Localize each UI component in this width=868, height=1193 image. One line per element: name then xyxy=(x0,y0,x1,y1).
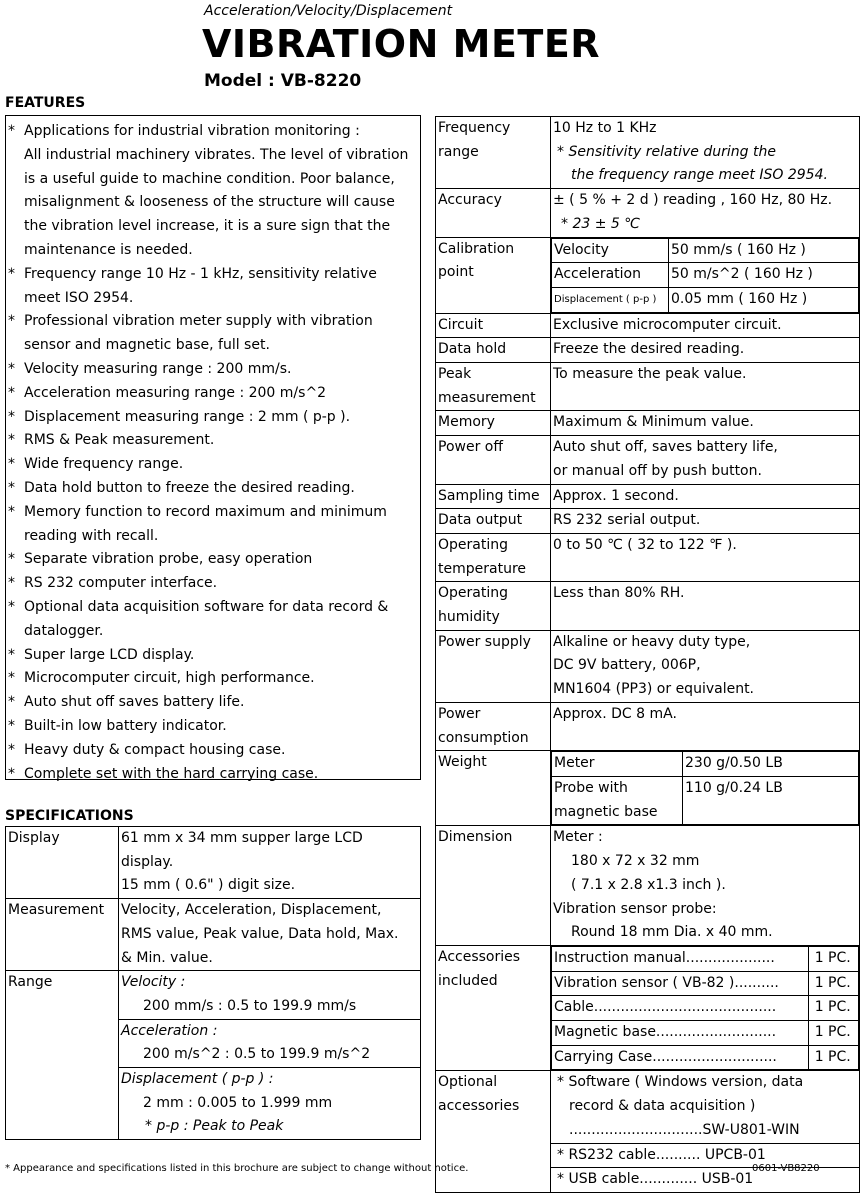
feature-text: datalogger. xyxy=(24,622,104,639)
range-label: Range xyxy=(6,971,119,1140)
dimension-label: Dimension xyxy=(436,826,551,946)
bullet-star: * xyxy=(8,265,15,282)
feature-text: Acceleration measuring range : 200 m/s^2 xyxy=(24,384,327,401)
feature-line xyxy=(6,477,420,501)
feature-line xyxy=(6,501,420,525)
range-acceleration xyxy=(119,1019,421,1067)
measurement-line: & Min. value. xyxy=(121,949,213,966)
measurement-line: Velocity, Acceleration, Displacement, xyxy=(121,902,382,919)
accessory-row xyxy=(552,946,859,971)
accessory-row xyxy=(552,1021,859,1046)
spec-row-range xyxy=(6,971,421,1019)
optional-label xyxy=(436,1071,551,1193)
feature-line xyxy=(6,453,420,477)
feature-text: Velocity measuring range : 200 mm/s. xyxy=(24,360,292,377)
feature-line xyxy=(6,739,420,763)
row-operating-humidity xyxy=(436,582,860,630)
row-calibration xyxy=(436,237,860,313)
bullet-star: * xyxy=(8,432,15,449)
accuracy-line: ± ( 5 % + 2 d ) reading , 160 Hz, 80 Hz. xyxy=(553,192,833,209)
data-output-value: RS 232 serial output. xyxy=(551,509,860,534)
bullet-star: * xyxy=(8,717,15,734)
feature-text: Auto shut off saves battery life. xyxy=(24,694,245,711)
model-number: Model : VB-8220 xyxy=(204,71,362,91)
feature-line xyxy=(6,667,420,691)
calibration-name: Displacement ( p-p ) xyxy=(552,287,669,312)
specifications-heading: SPECIFICATIONS xyxy=(5,808,134,824)
power-supply-line: DC 9V battery, 006P, xyxy=(553,657,701,674)
velocity-label: Velocity : xyxy=(121,974,186,991)
accessory-qty: 1 PC. xyxy=(808,996,858,1021)
accuracy-line: * 23 ± 5 ℃ xyxy=(561,215,640,232)
row-power-off xyxy=(436,436,860,484)
label-line: Accessories xyxy=(438,948,521,965)
bullet-star: * xyxy=(8,408,15,425)
weight-name-line: Probe with xyxy=(554,779,628,796)
label-line: Peak xyxy=(438,366,472,383)
feature-text: the vibration level increase, it is a sure sign that the xyxy=(24,218,391,235)
feature-line xyxy=(6,263,420,287)
accessory-name: Cable......................................... xyxy=(552,996,809,1021)
label-line: Calibration xyxy=(438,240,515,257)
weight-name: Meter xyxy=(552,752,683,777)
row-optional xyxy=(436,1071,860,1193)
range-velocity xyxy=(119,971,421,1019)
bullet-star: * xyxy=(8,765,15,782)
bullet-star: * xyxy=(8,741,15,758)
frequency-line: the frequency range meet ISO 2954. xyxy=(571,167,828,184)
feature-line xyxy=(6,382,420,406)
feature-text: Frequency range 10 Hz - 1 kHz, sensitivity relative xyxy=(24,265,377,282)
memory-label: Memory xyxy=(436,411,551,436)
display-line: 61 mm x 34 mm supper large LCD xyxy=(121,830,363,846)
row-weight xyxy=(436,751,860,826)
display-label: Display xyxy=(6,827,119,899)
operating-humidity-label xyxy=(436,582,551,630)
label-line: point xyxy=(438,264,474,281)
footer-disclaimer: * Appearance and specifications listed in this brochure are subject to change without notice. xyxy=(5,1163,469,1174)
row-peak xyxy=(436,363,860,411)
displacement-value: 2 mm : 0.005 to 1.999 mm xyxy=(143,1094,333,1111)
accessory-row xyxy=(552,971,859,996)
spec-row-measurement xyxy=(6,899,421,971)
velocity-value: 200 mm/s : 0.5 to 199.9 mm/s xyxy=(143,997,357,1014)
feature-text: Displacement measuring range : 2 mm ( p-p ). xyxy=(24,408,351,425)
accessory-row xyxy=(552,996,859,1021)
feature-text: Microcomputer circuit, high performance. xyxy=(24,670,315,687)
calibration-setting: 0.05 mm ( 160 Hz ) xyxy=(669,287,859,312)
sampling-label: Sampling time xyxy=(436,484,551,509)
peak-label xyxy=(436,363,551,411)
feature-line xyxy=(6,215,420,239)
measurement-line: RMS value, Peak value, Data hold, Max. xyxy=(121,925,399,942)
row-circuit xyxy=(436,313,860,338)
range-displacement xyxy=(119,1068,421,1140)
bullet-star: * xyxy=(8,479,15,496)
bullet-star: * xyxy=(8,384,15,401)
accessory-name: Instruction manual.................... xyxy=(552,946,809,971)
product-subtitle: Acceleration/Velocity/Displacement xyxy=(204,3,453,19)
power-supply-line: MN1604 (PP3) or equivalent. xyxy=(553,681,755,698)
display-line: 15 mm ( 0.6" ) digit size. xyxy=(121,877,296,894)
calibration-name: Velocity xyxy=(552,238,669,263)
row-sampling xyxy=(436,484,860,509)
measurement-label: Measurement xyxy=(6,899,119,971)
weight-label: Weight xyxy=(436,751,551,826)
feature-line xyxy=(6,406,420,430)
displacement-note: * p-p : Peak to Peak xyxy=(145,1118,284,1135)
dimension-line: ( 7.1 x 2.8 x1.3 inch ). xyxy=(571,876,726,893)
row-data-output xyxy=(436,509,860,534)
power-off-value xyxy=(551,436,860,484)
calibration-setting: 50 mm/s ( 160 Hz ) xyxy=(669,238,859,263)
weight-name-line: magnetic base xyxy=(554,803,658,820)
feature-text: RS 232 computer interface. xyxy=(24,575,218,592)
feature-text: Professional vibration meter supply with vibration xyxy=(24,313,373,330)
optional-line: * Software ( Windows version, data xyxy=(557,1074,804,1091)
optional-line: * USB cable............. USB-01 xyxy=(557,1171,754,1188)
feature-line xyxy=(6,763,420,787)
row-power-supply xyxy=(436,630,860,702)
feature-line xyxy=(6,572,420,596)
sampling-value: Approx. 1 second. xyxy=(551,484,860,509)
data-hold-value: Freeze the desired reading. xyxy=(551,338,860,363)
optional-line: ..............................SW-U801-WIN xyxy=(551,1119,859,1144)
row-frequency xyxy=(436,117,860,189)
accuracy-value xyxy=(551,189,860,237)
feature-text: Separate vibration probe, easy operation xyxy=(24,551,313,568)
power-off-line: or manual off by push button. xyxy=(553,462,762,479)
feature-text: Optional data acquisition software for data record & xyxy=(24,598,389,615)
acceleration-value: 200 m/s^2 : 0.5 to 199.9 m/s^2 xyxy=(143,1046,371,1063)
label-line: temperature xyxy=(438,560,526,577)
label-line: Operating xyxy=(438,585,508,602)
bullet-star: * xyxy=(8,503,15,520)
displacement-label: Displacement ( p-p ) : xyxy=(121,1071,274,1088)
feature-line xyxy=(6,120,420,144)
features-heading: FEATURES xyxy=(5,95,86,111)
accessory-name: Vibration sensor ( VB-82 ).......... xyxy=(552,971,809,996)
dimension-line: 180 x 72 x 32 mm xyxy=(571,853,700,870)
feature-line xyxy=(6,691,420,715)
row-accuracy xyxy=(436,189,860,237)
calibration-row xyxy=(552,238,859,263)
weight-subtable xyxy=(551,751,859,825)
weight-amount: 110 g/0.24 LB xyxy=(683,776,859,824)
label-line: Operating xyxy=(438,536,508,553)
calibration-row xyxy=(552,287,859,312)
feature-line xyxy=(6,715,420,739)
feature-text: Super large LCD display. xyxy=(24,646,195,663)
label-line: Frequency xyxy=(438,120,511,136)
measurement-value xyxy=(119,899,421,971)
power-supply-value xyxy=(551,630,860,702)
power-off-label: Power off xyxy=(436,436,551,484)
dimension-line: Round 18 mm Dia. x 40 mm. xyxy=(571,924,773,941)
display-line: display. xyxy=(121,853,174,870)
feature-line xyxy=(6,144,420,168)
calibration-setting: 50 m/s^2 ( 160 Hz ) xyxy=(669,263,859,288)
bullet-star: * xyxy=(8,456,15,473)
calibration-value xyxy=(551,237,860,313)
footer-code: 0601-VB8220 xyxy=(752,1163,820,1174)
row-accessories xyxy=(436,945,860,1071)
label-line: measurement xyxy=(438,389,536,406)
feature-line xyxy=(6,239,420,263)
feature-text: Built-in low battery indicator. xyxy=(24,717,227,734)
peak-value: To measure the peak value. xyxy=(551,363,860,411)
row-dimension xyxy=(436,826,860,946)
feature-text: meet ISO 2954. xyxy=(24,289,134,306)
bullet-star: * xyxy=(8,598,15,615)
optional-line: * RS232 cable.......... UPCB-01 xyxy=(551,1144,859,1169)
power-supply-label: Power supply xyxy=(436,630,551,702)
row-operating-temp xyxy=(436,533,860,581)
label-line: Power xyxy=(438,705,481,722)
acceleration-label: Acceleration : xyxy=(121,1022,218,1039)
row-power-consumption xyxy=(436,702,860,750)
accessory-qty: 1 PC. xyxy=(808,1021,858,1046)
feature-text: Heavy duty & compact housing case. xyxy=(24,741,286,758)
weight-amount: 230 g/0.50 LB xyxy=(683,752,859,777)
dimension-line: Vibration sensor probe: xyxy=(553,900,717,917)
accuracy-label: Accuracy xyxy=(436,189,551,237)
bullet-star: * xyxy=(8,551,15,568)
spec-table-left xyxy=(5,826,421,1140)
calibration-label xyxy=(436,237,551,313)
feature-line xyxy=(6,429,420,453)
feature-line xyxy=(6,525,420,549)
feature-line xyxy=(6,334,420,358)
accessory-qty: 1 PC. xyxy=(808,971,858,996)
weight-row xyxy=(552,776,859,824)
feature-text: reading with recall. xyxy=(24,527,159,544)
calibration-name: Acceleration xyxy=(552,263,669,288)
calibration-row xyxy=(552,263,859,288)
operating-temp-value: 0 to 50 ℃ ( 32 to 122 ℉ ). xyxy=(551,533,860,581)
bullet-star: * xyxy=(8,575,15,592)
circuit-value: Exclusive microcomputer circuit. xyxy=(551,313,860,338)
feature-line xyxy=(6,287,420,311)
feature-line xyxy=(6,548,420,572)
feature-line xyxy=(6,310,420,334)
power-off-line: Auto shut off, saves battery life, xyxy=(553,439,778,456)
calibration-subtable xyxy=(551,238,859,313)
label-line: included xyxy=(438,972,498,989)
row-memory xyxy=(436,411,860,436)
dimension-value xyxy=(551,826,860,946)
optional-line: record & data acquisition ) xyxy=(569,1098,756,1115)
dimension-line: Meter : xyxy=(553,829,603,846)
feature-text: Data hold button to freeze the desired reading. xyxy=(24,479,355,496)
row-data-hold xyxy=(436,338,860,363)
feature-text: Complete set with the hard carrying case. xyxy=(24,765,319,782)
frequency-label xyxy=(436,117,551,189)
spec-table-right xyxy=(435,116,860,1193)
frequency-value xyxy=(551,117,860,189)
data-output-label: Data output xyxy=(436,509,551,534)
feature-line xyxy=(6,191,420,215)
feature-text: Memory function to record maximum and minimum xyxy=(24,503,387,520)
memory-value: Maximum & Minimum value. xyxy=(551,411,860,436)
frequency-line: 10 Hz to 1 KHz xyxy=(553,120,657,136)
bullet-star: * xyxy=(8,646,15,663)
accessories-label xyxy=(436,945,551,1071)
weight-row xyxy=(552,752,859,777)
label-line: humidity xyxy=(438,609,500,626)
circuit-label: Circuit xyxy=(436,313,551,338)
bullet-star: * xyxy=(8,670,15,687)
feature-text: misalignment & looseness of the structure will cause xyxy=(24,194,395,211)
feature-text: RMS & Peak measurement. xyxy=(24,432,215,449)
power-consumption-label xyxy=(436,702,551,750)
label-line: accessories xyxy=(438,1098,520,1115)
feature-text: All industrial machinery vibrates. The level of vibration xyxy=(24,146,409,163)
accessory-name: Carrying Case............................ xyxy=(552,1045,809,1070)
bullet-star: * xyxy=(8,360,15,377)
power-supply-line: Alkaline or heavy duty type, xyxy=(553,633,751,650)
feature-line xyxy=(6,644,420,668)
feature-text: Wide frequency range. xyxy=(24,456,184,473)
display-value xyxy=(119,827,421,899)
spec-row-display xyxy=(6,827,421,899)
feature-text: sensor and magnetic base, full set. xyxy=(24,337,270,354)
feature-line xyxy=(6,168,420,192)
features-box xyxy=(5,115,421,780)
bullet-star: * xyxy=(8,313,15,330)
label-line: range xyxy=(438,143,479,160)
product-title: VIBRATION METER xyxy=(202,22,601,66)
feature-text: Applications for industrial vibration monitoring : xyxy=(24,123,360,139)
feature-text: is a useful guide to machine condition. Poor balance, xyxy=(24,170,395,187)
feature-line xyxy=(6,358,420,382)
bullet-star: * xyxy=(8,694,15,711)
accessory-qty: 1 PC. xyxy=(808,1045,858,1070)
weight-name xyxy=(552,776,683,824)
feature-line xyxy=(6,596,420,620)
operating-humidity-value: Less than 80% RH. xyxy=(551,582,860,630)
accessory-row xyxy=(552,1045,859,1070)
accessories-value xyxy=(551,945,860,1071)
bullet-star: * xyxy=(8,123,15,139)
operating-temp-label xyxy=(436,533,551,581)
power-consumption-value: Approx. DC 8 mA. xyxy=(551,702,860,750)
label-line: consumption xyxy=(438,729,529,746)
feature-line xyxy=(6,620,420,644)
feature-text: maintenance is needed. xyxy=(24,241,193,258)
weight-value xyxy=(551,751,860,826)
optional-value xyxy=(551,1071,860,1193)
frequency-line: * Sensitivity relative during the xyxy=(557,143,776,160)
data-hold-label: Data hold xyxy=(436,338,551,363)
label-line: Optional xyxy=(438,1074,498,1091)
accessory-name: Magnetic base........................... xyxy=(552,1021,809,1046)
accessory-qty: 1 PC. xyxy=(808,946,858,971)
accessories-subtable xyxy=(551,946,859,1071)
